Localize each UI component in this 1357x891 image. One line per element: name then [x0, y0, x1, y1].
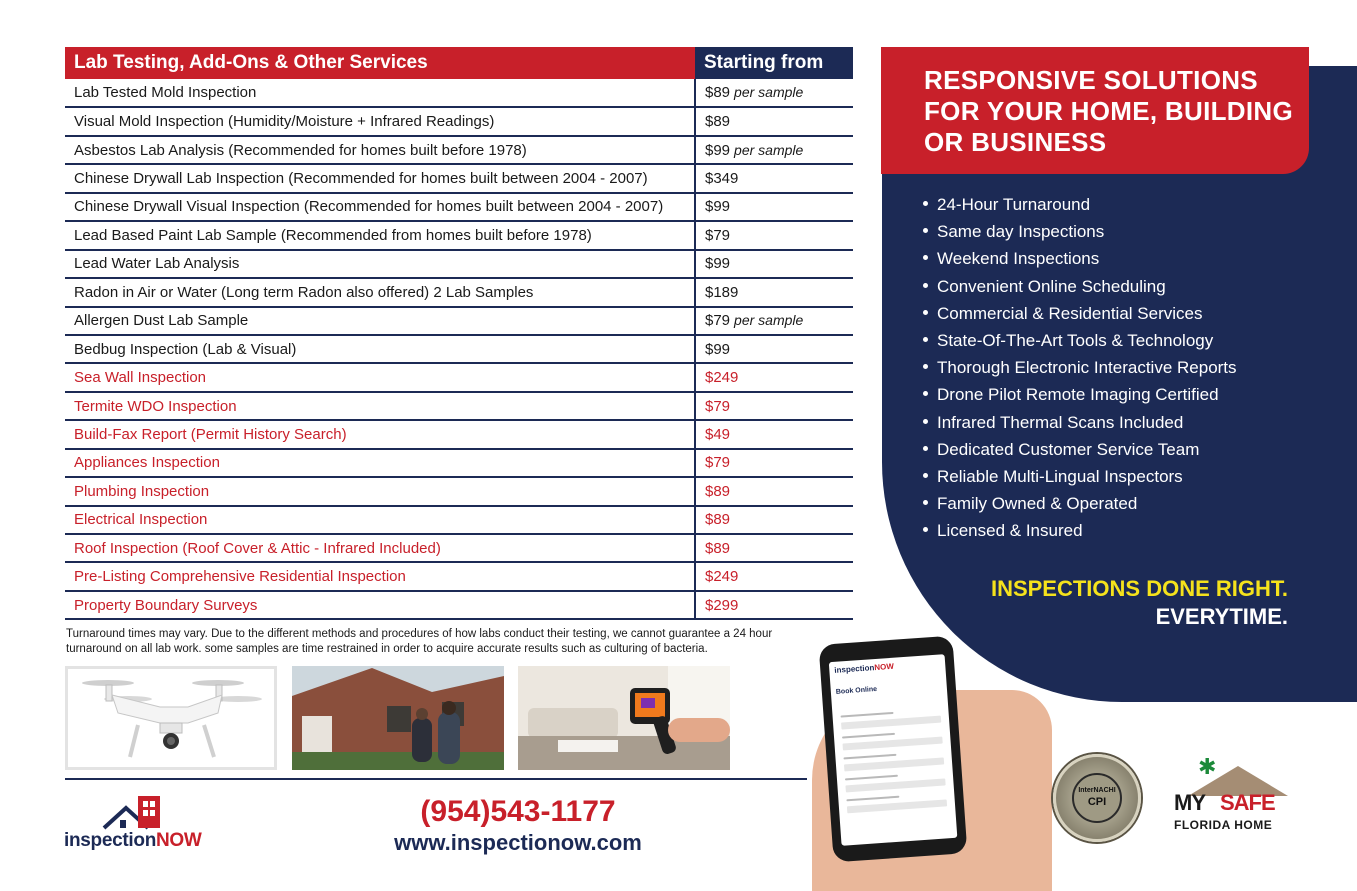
- bullet-icon: [923, 446, 928, 451]
- service-price: $89: [705, 482, 731, 500]
- slogan: [991, 575, 1288, 631]
- feature-text: Family Owned & Operated: [937, 494, 1138, 514]
- phone-number[interactable]: (954)543-1177: [420, 795, 616, 828]
- service-price: $349: [705, 170, 739, 188]
- house-image: [292, 666, 504, 770]
- drone-image: [68, 669, 274, 767]
- service-name: Plumbing Inspection: [65, 477, 695, 505]
- service-price-cell: [695, 164, 853, 192]
- headline: [924, 65, 1309, 158]
- slogan-line-2: EVERYTIME.: [1155, 604, 1288, 629]
- table-row: [65, 136, 853, 164]
- table-row: [65, 107, 853, 135]
- feature-item: [923, 463, 1237, 490]
- bullet-icon: [923, 391, 928, 396]
- feature-item: [923, 218, 1237, 245]
- price-unit: per sample: [734, 141, 804, 158]
- form-label: [842, 733, 895, 739]
- palm-tree-icon: ✱: [1198, 754, 1217, 779]
- form-field: [844, 757, 944, 771]
- service-price-cell: [695, 392, 853, 420]
- smartphone-mockup: [819, 636, 968, 863]
- service-name: Asbestos Lab Analysis (Recommended for homes built before 1978): [65, 136, 695, 164]
- headline-line-1: RESPONSIVE SOLUTIONS: [924, 65, 1258, 95]
- seal-org: InterNACHI: [1078, 787, 1116, 794]
- headline-line-2: FOR YOUR HOME, BUILDING: [924, 96, 1293, 126]
- booking-form: [838, 708, 951, 813]
- feature-item: [923, 436, 1237, 463]
- service-price: $89: [705, 511, 731, 529]
- my-safe-florida-home-logo: [1170, 752, 1290, 842]
- feature-item: [923, 327, 1237, 354]
- service-price: $249: [705, 369, 739, 387]
- feature-text: Commercial & Residential Services: [937, 303, 1203, 323]
- feature-item: [923, 517, 1237, 544]
- form-label: [846, 796, 899, 802]
- table-row: [65, 534, 853, 562]
- turnaround-footnote: Turnaround times may vary. Due to the different methods and procedures of how labs conduct their testing, we cannot guarantee a 24 hour turnaround on all lab work. some samples are time restrained in order to acquire accurate results such as culturing of bacteria.: [66, 628, 773, 655]
- table-row: [65, 335, 853, 363]
- table-row: [65, 250, 853, 278]
- service-name: Lab Tested Mold Inspection: [65, 79, 695, 107]
- service-name: Chinese Drywall Lab Inspection (Recommended for homes built between 2004 - 2007): [65, 164, 695, 192]
- service-name: Lead Based Paint Lab Sample (Recommended from homes built before 1978): [65, 221, 695, 249]
- table-row: [65, 307, 853, 335]
- table-row: [65, 420, 853, 448]
- bullet-icon: [923, 255, 928, 260]
- form-field: [841, 716, 941, 730]
- table-row: [65, 449, 853, 477]
- service-name: Build-Fax Report (Permit History Search): [65, 420, 695, 448]
- service-name: Visual Mold Inspection (Humidity/Moisture + Infrared Readings): [65, 107, 695, 135]
- footer-divider: [65, 778, 807, 780]
- service-price: $99: [705, 255, 731, 273]
- seal-cpi: CPI: [1087, 796, 1107, 808]
- feature-text: Same day Inspections: [937, 222, 1105, 242]
- service-column-header: Lab Testing, Add-Ons & Other Services: [65, 47, 695, 79]
- service-price: $79: [705, 454, 731, 472]
- service-price-cell: [695, 534, 853, 562]
- house-logo-icon: [64, 792, 174, 834]
- feature-item: [923, 191, 1237, 218]
- feature-list: [923, 191, 1237, 544]
- thermal-camera-photo: [518, 666, 730, 770]
- feature-item: [923, 354, 1237, 381]
- house-family-photo: [292, 666, 504, 770]
- service-price-cell: [695, 193, 853, 221]
- mysafe-word-florida-home: FLORIDA HOME: [1174, 818, 1273, 832]
- service-price: $99: [705, 198, 731, 216]
- service-name: Bedbug Inspection (Lab & Visual): [65, 335, 695, 363]
- service-name: Appliances Inspection: [65, 449, 695, 477]
- service-name: Pre-Listing Comprehensive Residential Inspection: [65, 562, 695, 590]
- feature-text: Infrared Thermal Scans Included: [937, 412, 1184, 432]
- bullet-icon: [923, 364, 928, 369]
- service-price: $79: [705, 226, 731, 244]
- table-row: [65, 193, 853, 221]
- service-price: $79: [705, 312, 731, 330]
- feature-text: 24-Hour Turnaround: [937, 195, 1091, 214]
- feature-text: Licensed & Insured: [937, 521, 1083, 541]
- service-price-cell: [695, 449, 853, 477]
- feature-item: [923, 300, 1237, 327]
- service-price-cell: [695, 221, 853, 249]
- feature-text: Drone Pilot Remote Imaging Certified: [937, 385, 1219, 405]
- service-price-cell: [695, 278, 853, 306]
- feature-text: Convenient Online Scheduling: [937, 276, 1166, 296]
- drone-photo: [65, 666, 277, 770]
- table-row: [65, 221, 853, 249]
- form-field: [847, 799, 947, 813]
- service-price: $89: [705, 84, 731, 102]
- bullet-icon: [923, 419, 928, 424]
- table-row: [65, 562, 853, 590]
- table-row: [65, 591, 853, 619]
- price-column-header: Starting from: [695, 47, 853, 79]
- service-price-cell: [695, 335, 853, 363]
- service-price: $79: [705, 397, 731, 415]
- app-logo-word-1: inspection: [834, 663, 875, 675]
- service-name: Radon in Air or Water (Long term Radon also offered) 2 Lab Samples: [65, 278, 695, 306]
- service-price-cell: [695, 107, 853, 135]
- service-price-cell: [695, 136, 853, 164]
- bullet-icon: [923, 310, 928, 315]
- service-price: $249: [705, 568, 739, 586]
- book-online-title: Book Online: [835, 685, 878, 696]
- app-logo: [834, 659, 940, 675]
- feature-text: Dedicated Customer Service Team: [937, 439, 1200, 459]
- bullet-icon: [923, 201, 928, 206]
- feature-text: Thorough Electronic Interactive Reports: [937, 358, 1237, 378]
- feature-item: [923, 245, 1237, 272]
- bullet-icon: [923, 283, 928, 288]
- logo-word-inspection: inspection: [64, 830, 157, 851]
- service-name: Electrical Inspection: [65, 506, 695, 534]
- inspectionnow-logo: [64, 792, 214, 852]
- table-row: [65, 477, 853, 505]
- service-name: Sea Wall Inspection: [65, 363, 695, 391]
- logo-word-now: NOW: [156, 830, 202, 851]
- table-row: [65, 79, 853, 107]
- service-price-cell: [695, 363, 853, 391]
- feature-text: Reliable Multi-Lingual Inspectors: [937, 466, 1183, 486]
- bullet-icon: [923, 337, 928, 342]
- headline-line-3: OR BUSINESS: [924, 127, 1107, 157]
- feature-item: [923, 409, 1237, 436]
- service-name: Property Boundary Surveys: [65, 591, 695, 619]
- price-unit: per sample: [734, 84, 804, 101]
- form-label: [841, 712, 894, 718]
- headline-banner: [881, 47, 1309, 174]
- bullet-icon: [923, 527, 928, 532]
- bullet-icon: [923, 473, 928, 478]
- table-row: [65, 164, 853, 192]
- table-row: [65, 506, 853, 534]
- service-name: Chinese Drywall Visual Inspection (Recommended for homes built between 2004 - 2007): [65, 193, 695, 221]
- service-price-cell: [695, 79, 853, 107]
- price-unit: per sample: [734, 312, 804, 329]
- service-price-cell: [695, 250, 853, 278]
- room-image: [518, 666, 730, 770]
- service-name: Roof Inspection (Roof Cover & Attic - Infrared Included): [65, 534, 695, 562]
- slogan-line-1: INSPECTIONS DONE RIGHT.: [990, 576, 1288, 601]
- service-name: Lead Water Lab Analysis: [65, 250, 695, 278]
- service-price-cell: [695, 477, 853, 505]
- website-link[interactable]: www.inspectionow.com: [394, 830, 642, 855]
- price-table: [65, 47, 853, 620]
- table-row: [65, 278, 853, 306]
- service-price-cell: [695, 506, 853, 534]
- feature-text: Weekend Inspections: [937, 249, 1100, 269]
- bullet-icon: [923, 228, 928, 233]
- service-price: $99: [705, 141, 731, 159]
- service-name: Allergen Dust Lab Sample: [65, 307, 695, 335]
- seal-center: [1072, 773, 1122, 823]
- feature-item: [923, 490, 1237, 517]
- service-price-cell: [695, 562, 853, 590]
- mysafe-word-my: MY: [1174, 790, 1205, 815]
- service-price: $299: [705, 596, 739, 614]
- phone-screen: [829, 654, 958, 846]
- feature-text: State-Of-The-Art Tools & Technology: [937, 330, 1214, 350]
- table-header-row: [65, 47, 853, 79]
- service-price: $49: [705, 425, 731, 443]
- mysafe-word-safe: SAFE: [1220, 790, 1275, 815]
- form-label: [845, 775, 898, 781]
- logo-wordmark: [64, 830, 202, 852]
- form-field: [842, 737, 942, 751]
- service-price-cell: [695, 591, 853, 619]
- service-name: Termite WDO Inspection: [65, 392, 695, 420]
- app-logo-word-2: NOW: [873, 661, 895, 673]
- service-price-cell: [695, 420, 853, 448]
- table-row: [65, 363, 853, 391]
- service-price: $99: [705, 340, 731, 358]
- service-price: $89: [705, 113, 731, 131]
- service-price: $89: [705, 539, 731, 557]
- bullet-icon: [923, 500, 928, 505]
- feature-item: [923, 273, 1237, 300]
- form-field: [845, 778, 945, 792]
- form-label: [843, 754, 896, 760]
- service-price-cell: [695, 307, 853, 335]
- service-price: $189: [705, 283, 739, 301]
- internachi-cpi-seal: [1053, 754, 1141, 842]
- table-row: [65, 392, 853, 420]
- feature-item: [923, 381, 1237, 408]
